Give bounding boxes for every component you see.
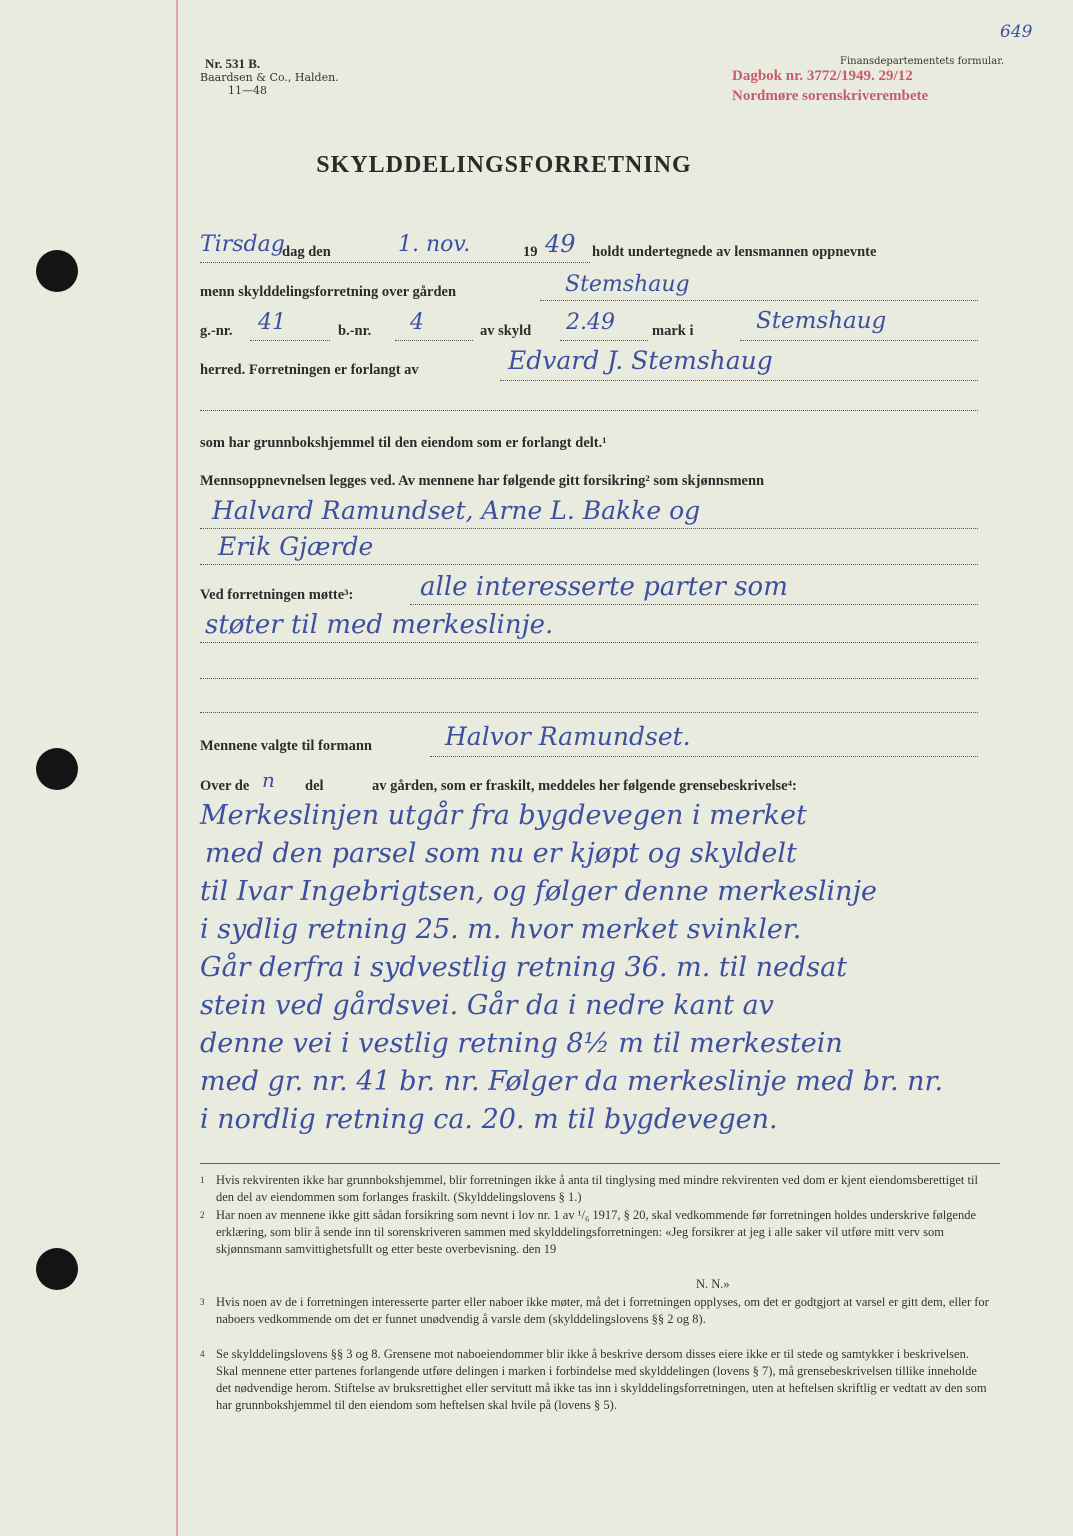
description-line: med den parsel som nu er kjøpt og skyldelt <box>205 838 797 869</box>
over-hand: n <box>262 768 275 792</box>
stamp-line-2: Nordmøre sorenskriverembete <box>732 88 929 104</box>
over-garden-label: menn skylddelingsforretning over gården <box>200 284 457 300</box>
bnr-label: b.-nr. <box>338 323 372 339</box>
description-line: Merkeslinjen utgår fra bygdevegen i merket <box>200 800 807 831</box>
mark-label: mark i <box>652 323 694 339</box>
men-line-2: Erik Gjærde <box>218 532 374 561</box>
footnote-1: 1 Hvis rekvirenten ikke har grunnbokshjemmel, blir forretningen ikke å anta til tinglysing med mindre rekvirenten ved dom er kjent eiendomsberettiget til den del av eiendommen som forlanges fraskilt. (Skylddelingslovens § 1.) <box>200 1173 978 1204</box>
description-line: til Ivar Ingebrigtsen, og følger denne merkeslinje <box>200 876 877 907</box>
publisher: Baardsen & Co., Halden. <box>200 71 339 84</box>
print-date: 11—48 <box>228 84 267 97</box>
herred-label: herred. Forretningen er forlangt av <box>200 362 419 378</box>
attended-line-2: støter til med merkeslinje. <box>205 610 554 640</box>
skyld-value: 2.49 <box>566 310 615 335</box>
farm-name: Stemshaug <box>565 272 690 297</box>
ministry-label: Finansdepartementets formular. <box>840 56 1005 67</box>
del-label: del <box>305 778 324 794</box>
rest-label: av gården, som er fraskilt, meddeles her følgende grensebeskrivelse⁴: <box>372 778 797 794</box>
municipality: Stemshaug <box>756 308 887 334</box>
grunnbok-text: som har grunnbokshjemmel til den eiendom som er forlangt delt.¹ <box>200 435 607 451</box>
over-label: Over de <box>200 778 250 794</box>
description-line: med gr. nr. 41 br. nr. Følger da merkeslinje med br. nr. <box>200 1066 944 1097</box>
chairman: Halvor Ramundset. <box>445 722 691 751</box>
footnote-2-signature: N. N.» <box>696 1277 730 1291</box>
description-line: i sydlig retning 25. m. hvor merket svinkler. <box>200 914 802 945</box>
footnote-2: 2 Har noen av mennene ikke gitt sådan forsikring som nevnt i lov nr. 1 av ¹/₆ 1917, § 20, skal vedkommende før forretningen holdes underskrive følgende erklæring, som blir å sende inn til sorenskriveren sammen med skylddelingsforretningen: «Jeg forsikrer at jeg i alle saker vil utføre mitt verv som skjønnsmann samvittighetsfullt og etter beste overbevisning. den 19 <box>200 1208 977 1256</box>
men-line-1: Halvard Ramundset, Arne L. Bakke og <box>212 496 701 525</box>
gnr-label: g.-nr. <box>200 323 233 339</box>
page-number: 649 <box>1000 22 1033 42</box>
attended-line-1: alle interesserte parter som <box>420 572 788 602</box>
formann-label: Mennene valgte til formann <box>200 738 372 754</box>
menn-text: Mennsoppnevnelsen legges ved. Av mennene har følgende gitt forsikring² som skjønnsmenn <box>200 473 765 489</box>
description-line: stein ved gårdsvei. Går da i nedre kant av <box>200 990 774 1021</box>
requested-by: Edvard J. Stemshaug <box>508 346 773 375</box>
description-line: denne vei i vestlig retning 8½ m til merkestein <box>200 1028 843 1059</box>
stamp-line-1: Dagbok nr. 3772/1949. 29/12 <box>732 68 913 84</box>
description-line: i nordlig retning ca. 20. m til bygdevegen. <box>200 1104 778 1135</box>
gnr-value: 41 <box>258 310 286 335</box>
year-prefix: 19 <box>523 244 538 260</box>
punch-hole <box>36 748 78 790</box>
form-number: Nr. 531 B. <box>205 56 261 71</box>
footnote-4: 4 Se skylddelingslovens §§ 3 og 8. Grensene mot naboeiendommer blir ikke å beskrive dersom disses eiere ikke er til stede og samtykker i beskrivelsen. Skal mennene etter partenes forlangende utføre delingen i marken i forbindelse med skylddelingen (lovens § 7), må grensebeskrivelsen tillike inneholde det nødvendige herom. Stiftelse av bruksrettighet eller servitutt må ikke tas inn i skylddelingsforretningen, uten at heftelsen skriftlig er vedtatt av den som har grunnbokshjemmel til den eiendom som heftelsen skal hvile på (lovens § 5). <box>200 1347 987 1412</box>
dag-den-label: dag den <box>282 244 331 260</box>
footnote-rule <box>200 1163 1000 1164</box>
held-text: holdt undertegnede av lensmannen oppnevnte <box>592 244 877 260</box>
page-title: SKYLDDELINGSFORRETNING <box>316 152 692 178</box>
punch-hole <box>36 1248 78 1290</box>
punch-hole <box>36 250 78 292</box>
date: 1. nov. <box>398 232 471 257</box>
margin-rule <box>176 0 178 1536</box>
bnr-value: 4 <box>410 310 424 335</box>
motte-label: Ved forretningen møtte³: <box>200 587 354 603</box>
footnote-3: 3 Hvis noen av de i forretningen interesserte parter eller naboer ikke møter, må det i forretningen opplyses, om det er godtgjort at varsel er gitt dem, eller for naboers vedkommende om det er funnet unødvendig å varsle dem (skylddelingslovens §§ 2 og 8). <box>200 1295 989 1326</box>
weekday: Tirsdag <box>200 232 285 257</box>
description-line: Går derfra i sydvestlig retning 36. m. til nedsat <box>200 952 848 983</box>
year: 49 <box>545 230 576 258</box>
skyld-label: av skyld <box>480 323 532 339</box>
